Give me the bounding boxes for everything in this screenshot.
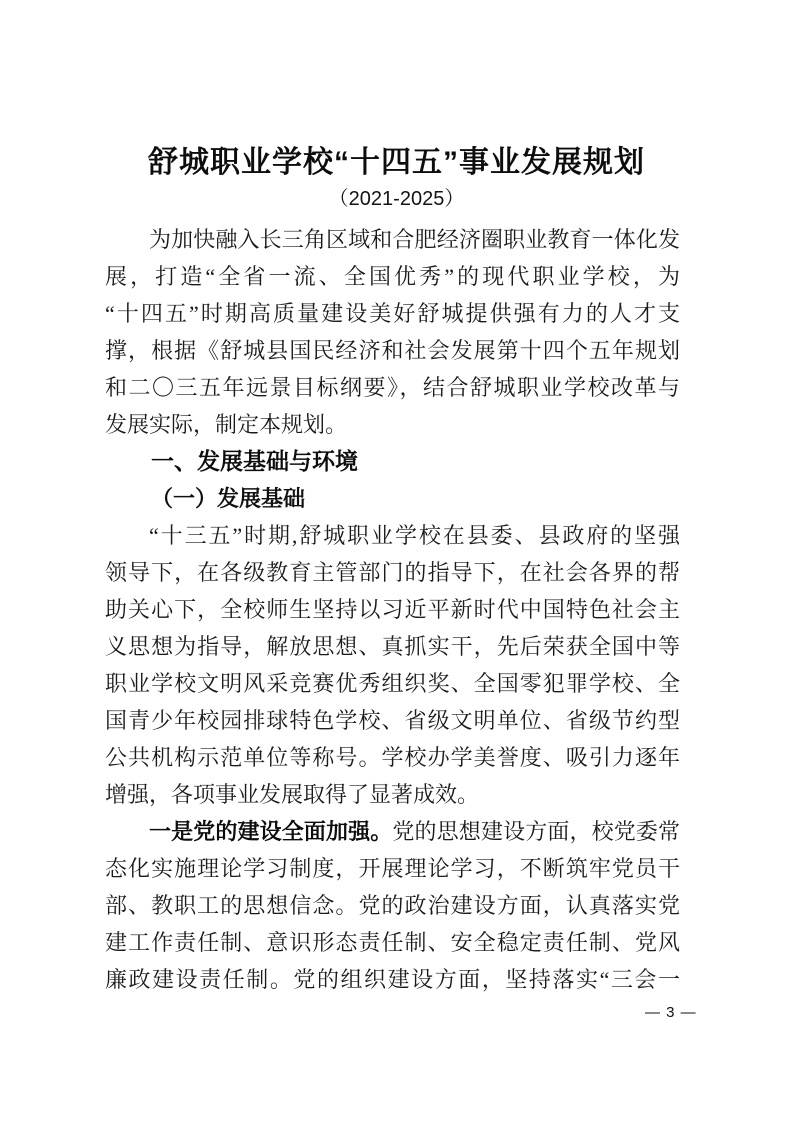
paragraph-3-line: 建工作责任制、意识形态责任制、安全稳定责任制、党风 [105, 930, 680, 955]
paragraph-2-line: 国青少年校园排球特色学校、省级文明单位、省级节约型 [105, 708, 680, 733]
section-heading-2: （一）发展基础 [151, 486, 306, 511]
paragraph-2-line: “十三五”时期,舒城职业学校在县委、县政府的坚强 [149, 523, 680, 548]
paragraph-3-bold-leadin: 一是党的建设全面加强。 [149, 819, 393, 844]
paragraph-1-line: 发展实际，制定本规划。 [105, 412, 348, 437]
paragraph-1-line: 和二〇三五年远景目标纲要》，结合舒城职业学校改革与 [105, 375, 680, 400]
paragraph-1-line: 撑，根据《舒城县国民经济和社会发展第十四个五年规划 [105, 338, 680, 363]
paragraph-2-line: 义思想为指导，解放思想、真抓实干，先后荣获全国中等 [105, 634, 680, 659]
document-body [105, 221, 680, 998]
document-subtitle: （2021-2025） [328, 188, 465, 210]
paragraph-2-line: 领导下，在各级教育主管部门的指导下，在社会各界的帮 [105, 560, 680, 585]
paragraph-3-line: 部、教职工的思想信念。党的政治建设方面，认真落实党 [105, 893, 680, 918]
paragraph-3-leadin-rest: 党的思想建设方面，校党委常 [392, 819, 680, 844]
document-title: 舒城职业学校“十四五”事业发展规划 [148, 146, 645, 179]
paragraph-3-line: 态化实施理论学习制度，开展理论学习，不断筑牢党员干 [105, 856, 680, 881]
page-number: — 3 — [645, 1004, 697, 1021]
paragraph-2-line: 公共机构示范单位等称号。学校办学美誉度、吸引力逐年 [105, 745, 680, 770]
paragraph-3-line: 廉政建设责任制。党的组织建设方面，坚持落实“三会一 [105, 967, 680, 992]
paragraph-1-line: 展，打造“全省一流、全国优秀”的现代职业学校，为 [105, 264, 680, 289]
paragraph-2-line: 增强，各项事业发展取得了显著成效。 [105, 782, 480, 807]
paragraph-2-line: 职业学校文明风采竞赛优秀组织奖、全国零犯罪学校、全 [105, 671, 680, 696]
paragraph-1-line: “十四五”时期高质量建设美好舒城提供强有力的人才支 [105, 301, 680, 326]
section-heading-1: 一、发展基础与环境 [151, 448, 358, 474]
paragraph-1-line: 为加快融入长三角区域和合肥经济圈职业教育一体化发 [149, 227, 680, 252]
paragraph-3-line [105, 813, 680, 850]
paragraph-2-line: 助关心下，全校师生坚持以习近平新时代中国特色社会主 [105, 597, 680, 622]
